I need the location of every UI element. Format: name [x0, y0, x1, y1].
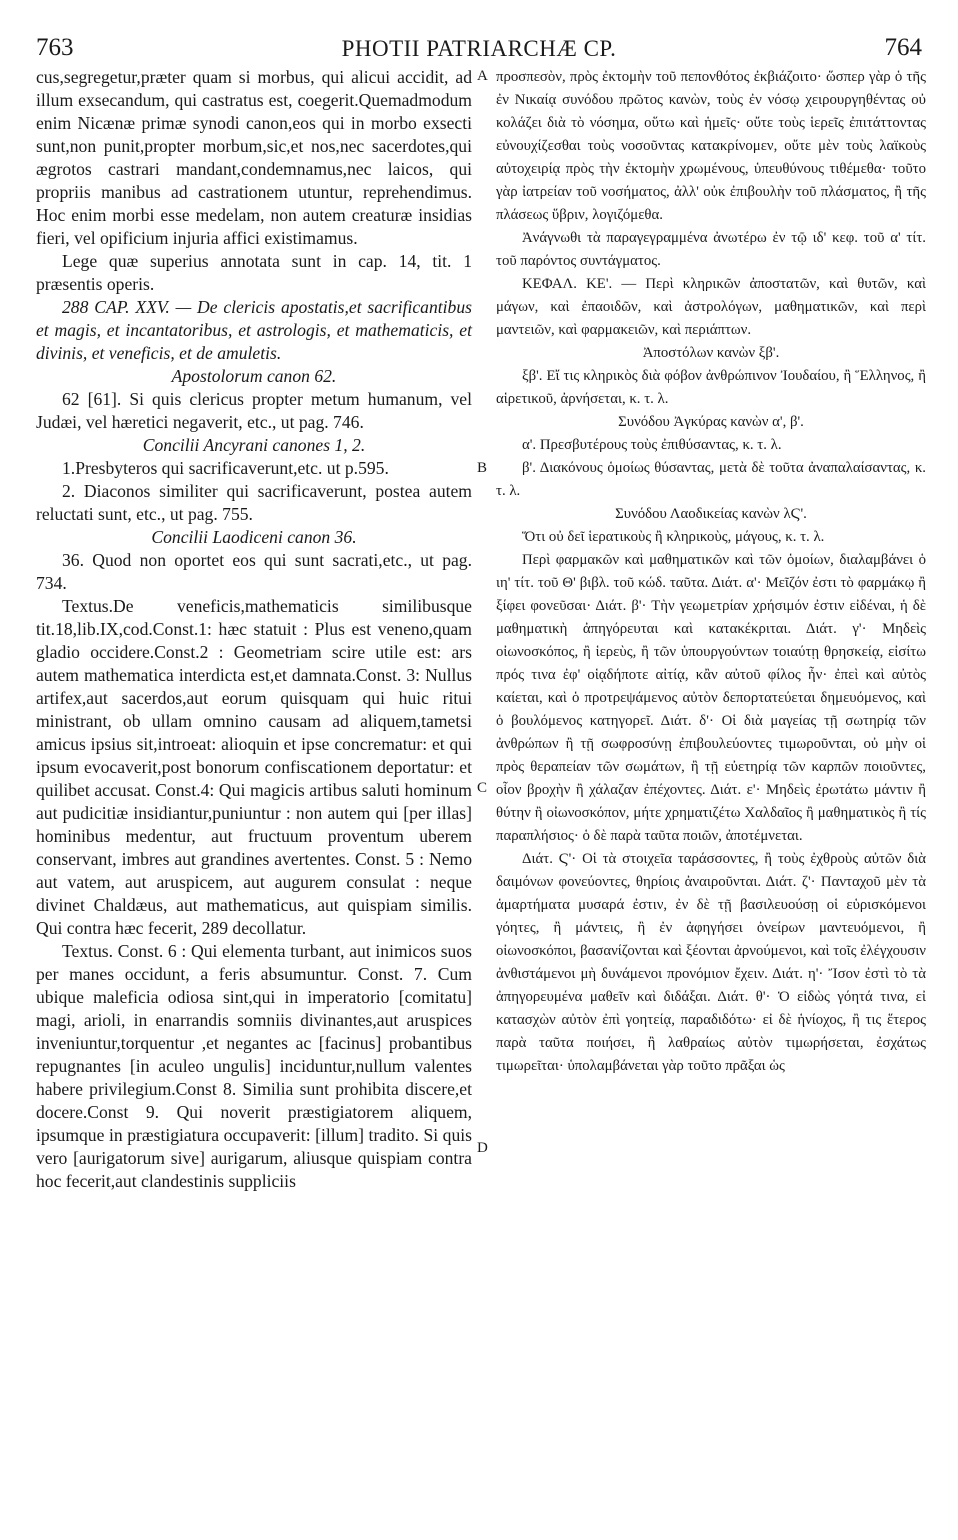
- latin-paragraph: 2. Diaconos similiter qui sacrificaverunt, postea autem reluctati sunt, etc., ut pag. 755.: [36, 481, 472, 524]
- margin-marker-c: C: [477, 780, 488, 796]
- greek-paragraph: Διάτ. Ϛ'· Οἱ τὰ στοιχεῖα ταράσσοντες, ἢ τοὺς ἐχθροὺς αὐτῶν διὰ δαιμόνων φονεύοντες, θηρίοις ἀναιροῦνται. Διάτ. ζ'· Πανταχοῦ μὲν τὰ ἁμαρτήματα μυσαρά ἐστιν, ἐν δὲ τῇ βασιλευούσῃ οἱ εὑρισκόμενοι γόητες, ἢ μάντεις, ἢ ἐν ἀφηγήσει ὀνείρων μαντευόμενοι, ἢ οἰωνοσκόποι, βασανίζονται καὶ ξέονται ἀρνούμενοι, καὶ τοῖς ἐλέγχουσιν ἀνθιστάμενοι μὴ δυνάμενοι προνόμιον ἔχειν. Διάτ. η'· Ἴσον ἐστὶ τὸ τὰ ἀπηγορευμένα μαθεῖν καὶ διδάξαι. Διάτ. θ'· Ὁ εἰδὼς γόητά τινα, εἰ κατασχὼν αὐτὸν ἐπὶ γοητείᾳ, παραδιδότω· εἰ δὲ ἡνίοχος, ἢ τις ἕτερος παρὰ ταῦτα ποιήσει, ἢ λαθραίως αὐτὸν τιμωρήσεται, ἐσχάτως τιμωρεῖται· ὑπολαμβάνεται γὰρ τοῦτο πρᾶξαι ὡς: [496, 851, 926, 1074]
- margin-marker-b: B: [477, 460, 488, 476]
- latin-paragraph: 36. Quod non oportet eos qui sunt sacrati,etc., ut pag. 734.: [36, 550, 472, 593]
- greek-column: [496, 66, 926, 1078]
- latin-paragraph: Textus.De veneficis,mathematicis similibusque tit.18,lib.IX,cod.Const.1: hæc statuit : Plus est veneno,quam gladio occidere.Const.2 : Geometriam scire utile est: ars autem mathematica interdicta est,et damnata.Const. 3: Nullus artifex,aut sacerdos,aut eorum quisquam qui huic ritui ministrant, ob ullam omnino causam ad aliquem,tametsi amicus ipsius sit,introeat: alioquin et ipse concrematur: et qui ipsum evocaverit,post bonorum confiscationem deportatur: et quilibet accusat. Const.4: Qui magicis artibus saluti hominum aut pudicitiæ insidiantur,puniuntur : non autem qui [per illas] hominibus medentur, aut fructuum proventum uberem conservant, imbres aut grandines avertentes. Const. 5 : Nemo aut vatem, aut aruspicem, aut augurem consulat : neque divinet Chaldæus, aut mathematicus, aut quispiam similis. Qui contra hæc fecerit, 289 decollatur.: [36, 596, 472, 938]
- greek-paragraph: β'. Διακόνους ὁμοίως θύσαντας, μετὰ δὲ τοῦτα ἀναπαλαίσαντας, κ. τ. λ.: [496, 460, 926, 499]
- greek-paragraph: Ὅτι οὐ δεῖ ἱερατικοὺς ἢ κληρικοὺς, μάγους, κ. τ. λ.: [522, 529, 825, 545]
- greek-section-heading: Ἀποστόλων κανὼν ξβ'.: [642, 345, 780, 361]
- latin-column: [36, 66, 472, 1193]
- greek-paragraph: ξβ'. Εἴ τις κληρικὸς διὰ φόβον ἀνθρώπινον Ἰουδαίου, ἢ Ἕλληνος, ἢ αἱρετικοῦ, ἀρνήσεται, κ. τ. λ.: [496, 368, 926, 407]
- left-page-number: 763: [36, 34, 74, 61]
- latin-paragraph: cus,segregetur,præter quam si morbus, qui alicui accidit, ad illum exsecandum, qui castratus est, coegerit.Quemadmodum enim Nicænæ primæ synodi canon,eos qui in morbo exsecti sunt,non punit,propter morbum,sic,et nos,nec sacerdotes,qui ægrotos castrari mandant,condemnamus,nec laicos, qui propriis manibus ad castrationem utuntur, reprehendimus. Hoc enim morbi esse medelam, non autem creaturæ insidias fieri, vel opificium injuria affici existimamus.: [36, 67, 472, 248]
- latin-section-heading: Concilii Ancyrani canones 1, 2.: [142, 435, 366, 455]
- greek-paragraph: προσπεσὸν, πρὸς ἐκτομὴν τοῦ πεπονθότος ἐκβιάζοιτο· ὥσπερ γὰρ ὁ τῆς ἐν Νικαίᾳ συνόδου πρῶτος κανὼν, τοὺς ἐν νόσῳ χειρουργηθέντας οὐ κολάζει διὰ τὸ νόσημα, οὕτω καὶ ἡμεῖς· οὔτε τοὺς ἱερεῖς ἐπιτάττοντας εὐνουχίζεσθαι τοὺς νοσοῦντας κατακρίνομεν, οὔτε μὲν τοὺς λαϊκοὺς αὐτοχειρίᾳ πρὸς τὴν ἐκτομὴν χρωμένους, ὑπευθύνους τιθέμεθα· τοῦτο γὰρ ἰατρείαν τοῦ νοσήματος, ἀλλ' οὐκ ἐπιβουλὴν τοῦ πλάσματος, ἢ τῆς πλάσεως ὕβριν, λογιζόμεθα.: [496, 69, 926, 223]
- latin-paragraph: 1.Presbyteros qui sacrificaverunt,etc. ut p.595.: [62, 458, 389, 478]
- latin-paragraph: Lege quæ superius annotata sunt in cap. 14, tit. 1 præsentis operis.: [36, 251, 472, 294]
- running-title: PHOTII PATRIARCHÆ CP.: [341, 36, 617, 61]
- greek-chapter-heading: ΚΕΦΑΛ. ΚΕ'. — Περὶ κληρικῶν ἀποστατῶν, καὶ θυτῶν, καὶ μάγων, καὶ ἐπαοιδῶν, καὶ ἀστρολόγων, μαθηματικῶν, καὶ περὶ μαντειῶν, καὶ φαρμακειῶν, καὶ περιάπτων.: [496, 276, 926, 338]
- margin-marker-a: A: [477, 68, 488, 84]
- greek-paragraph: Ἀνάγνωθι τὰ παραγεγραμμένα ἀνωτέρω ἐν τῷ ιδ' κεφ. τοῦ α' τίτ. τοῦ παρόντος συντάγματος.: [496, 230, 926, 269]
- greek-paragraph: Περὶ φαρμακῶν καὶ μαθηματικῶν καὶ τῶν ὁμοίων, διαλαμβάνει ὁ ιη' τίτ. τοῦ Θ' βιβλ. τοῦ κώδ. ταῦτα. Διάτ. α'· Μεῖζόν ἐστι τὸ φαρμάκῳ ἢ ξίφει φονεῦσαι· Διάτ. β'· Τὴν γεωμετρίαν χρήσιμόν ἐστιν εἰδέναι, ἡ δὲ μαθηματικὴ ἀπηγόρευται καὶ κατακέκριται. Διάτ. γ'· Μηδεὶς οἰωνοσκόπος, ἢ ἱερεὺς, ἢ τῶν ὑπουργούντων τοιαύτῃ θρησκείᾳ, εἰσίτω πρός τινα ἐφ' οἱᾳδήποτε αἰτίᾳ, κἂν αὐτοῦ φίλος ἦν· ἐπεὶ καὶ αὐτὸς καίεται, καὶ ὁ προτρεψάμενος αὐτὸν δεπορτατεύεται δημευόμενος, καὶ ὁ βουλόμενος κατηγορεῖ. Διάτ. δ'· Οἱ διὰ μαγείας τῇ σωτηρίᾳ τῶν ἀνθρώπων ἢ τῇ σωφροσύνῃ ἐπιβουλεύοντες τιμωροῦνται, οὐ μὴν οἱ πρὸς θεραπείαν τῶν σωμάτων, ἢ τῇ εὐετηρίᾳ τῶν καρπῶν ποιοῦντες, οἷον βροχὴν ἢ χάλαζαν ἐπέχοντες. Διάτ. ε'· Μηδεὶς ἐρωτάτω μάντιν ἢ θύτην ἢ οἰωνοσκόπον, μήτε χρηματιζέτω Χαλδαῖος ἢ μαθηματικὸς ἢ τίς παραπλήσιος· ὁ δὲ παρὰ ταῦτα ποιῶν, ἀποτέμνεται.: [496, 552, 926, 844]
- latin-section-heading: Concilii Laodiceni canon 36.: [151, 527, 357, 547]
- margin-marker-d: D: [477, 1140, 488, 1156]
- greek-paragraph: α'. Πρεσβυτέρους τοὺς ἐπιθύσαντας, κ. τ. λ.: [522, 437, 782, 453]
- right-page-number: 764: [884, 34, 922, 61]
- latin-chapter-heading: 288 CAP. XXV. — De clericis apostatis,et sacrificantibus et magis, et incantatoribus, et astrologis, et mathematicis, et divinis, et veneficis, et de amuletis.: [36, 297, 472, 363]
- latin-section-heading: Apostolorum canon 62.: [171, 366, 337, 386]
- latin-paragraph: Textus. Const. 6 : Qui elementa turbant, aut inimicos suos per manes occidunt, a feris absumuntur. Const. 7. Cum ubique maleficia odiosa sint,qui in imperatorio [comitatu] magi, arioli, in enarrandis somniis divinantes,aut aruspices inveniuntur,torquentur ,et negantes ac [facinus] probantibus repugnantes [in aculeo ungulis] inciduntur,nullum valentes habere privilegium.Const 8. Similia sunt prohibita discere,et docere.Const 9. Qui noverit præstigiatorem aliquem, ipsumque in præstigiatura occupaverit: [illum] tradito. Si quis vero [aurigatorum sive] aurigarum, aliusque quispiam contra hoc fecerit,aut clandestinis suppliciis: [36, 941, 472, 1191]
- greek-section-heading: Συνόδου Λαοδικείας κανὼν λϚ'.: [615, 506, 807, 522]
- page-header: [36, 28, 922, 68]
- latin-paragraph: 62 [61]. Si quis clericus propter metum humanum, vel Judæi, vel hæretici negaverit, etc., ut pag. 746.: [36, 389, 472, 432]
- greek-section-heading: Συνόδου Ἀγκύρας κανὼν α', β'.: [618, 414, 804, 430]
